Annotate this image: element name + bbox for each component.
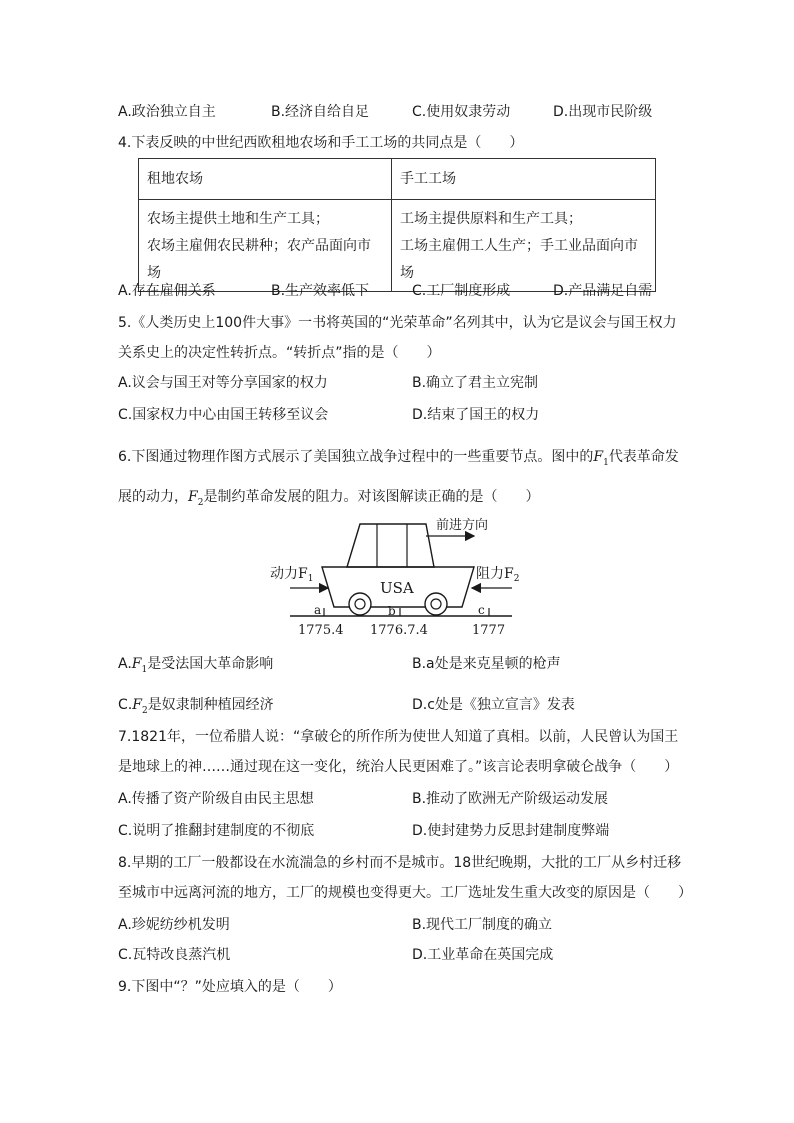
- q8-stem-line-1: 8.早期的工厂一般都设在水流湍急的乡村而不是城市。18世纪晚期，大批的工厂从乡村迁移: [118, 855, 682, 871]
- workshop-line-2: 工场主雇佣工人生产；手工业品面向市场: [400, 238, 638, 281]
- date-b: 1776.7.4: [370, 623, 428, 638]
- q7-stem-line-1: 7.1821年，一位希腊人说：“拿破仑的所作所为使世人知道了真相。以前，人民曾认为国王: [118, 729, 679, 745]
- q7-option-c: C.说明了推翻封建制度的不彻底: [118, 823, 315, 839]
- q6-stem-2a: 展的动力，: [118, 489, 188, 505]
- q4-option-a: A.存在雇佣关系: [118, 283, 216, 299]
- q6-option-a: $A.F_1$是受法国大革命影响: [118, 656, 274, 675]
- q5-option-b: B.确立了君主立宪制: [412, 375, 539, 391]
- wheel-rear: [425, 593, 447, 615]
- q6-option-c: $C.F_2$是奴隶制种植园经济: [118, 697, 274, 716]
- symbol-f1: $F_1$: [593, 449, 609, 468]
- q4-stem: 4.下表反映的中世纪西欧租地农场和手工工场的共同点是（ ）: [118, 135, 524, 151]
- point-c-label: c: [478, 603, 485, 617]
- usa-car-diagram: [262, 512, 522, 642]
- q6-stem-line-2: [118, 487, 539, 513]
- q3-option-d: D.出现市民阶级: [553, 104, 653, 120]
- q4-table: [138, 158, 656, 292]
- q3-option-c: C.使用奴隶劳动: [412, 104, 511, 120]
- table-header-farm: 租地农场: [139, 159, 392, 200]
- table-header-workshop: 手工工场: [392, 159, 656, 200]
- q8-stem-line-2: 至城市中远离河流的地方，工厂的规模也变得更大。工厂选址发生重大改变的原因是（ ）: [118, 885, 692, 901]
- symbol-f2: $F_2$: [132, 697, 148, 716]
- workshop-line-1: 工场主提供原料和生产工具；: [400, 211, 582, 227]
- forward-direction-label: 前进方向: [436, 518, 489, 533]
- date-c: 1777: [472, 623, 506, 638]
- farm-line-1: 农场主提供土地和生产工具；: [147, 211, 329, 227]
- q7-option-a: A.传播了资产阶级自由民主思想: [118, 791, 314, 807]
- farm-line-2: 农场主雇佣农民耕种；农产品面向市场: [147, 238, 371, 281]
- q5-option-a: A.议会与国王对等分享国家的权力: [118, 375, 328, 391]
- date-a: 1775.4: [298, 623, 344, 638]
- q8-option-b: B.现代工厂制度的确立: [412, 917, 553, 933]
- q8-option-d: D.工业革命在英国完成: [412, 947, 554, 963]
- q7-option-b: B.推动了欧洲无产阶级运动发展: [412, 791, 609, 807]
- q5-option-d: D.结束了国王的权力: [412, 407, 540, 423]
- q4-option-b: B.生产效率低下: [271, 283, 370, 299]
- table-cell-farm: [139, 200, 392, 292]
- q5-stem-line-2: 关系史上的决定性转折点。“转折点”指的是（ ）: [118, 345, 441, 361]
- q5-option-c: C.国家权力中心由国王转移至议会: [118, 407, 329, 423]
- car-cabin: [347, 524, 434, 567]
- symbol-f2: $F_2$: [188, 489, 204, 508]
- resistance-label: 阻力$F_2$: [476, 566, 520, 584]
- q6-option-b: B.a处是来克星顿的枪声: [412, 656, 561, 672]
- point-b-label: b: [388, 604, 396, 618]
- q6-stem-1b: 代表革命发: [608, 449, 679, 465]
- q6-stem-line-1: [118, 447, 679, 473]
- q5-stem-line-1: 5.《人类历史上100件大事》一书将英国的“光荣革命”名列其中，认为它是议会与国王权力: [118, 315, 677, 331]
- point-a-label: a: [314, 603, 322, 617]
- q6-stem-1a: 6.下图通过物理作图方式展示了美国独立战争过程中的一些重要节点。图中的: [118, 449, 594, 465]
- q3-option-b: B.经济自给自足: [271, 104, 370, 120]
- q8-option-c: C.瓦特改良蒸汽机: [118, 947, 231, 963]
- q6-option-d: D.c处是《独立宣言》发表: [412, 697, 575, 713]
- q6-stem-2b: 是制约革命发展的阻力。对该图解读正确的是（ ）: [203, 489, 540, 505]
- driving-force-label: 动力$F_1$: [270, 566, 314, 584]
- wheel-front: [349, 593, 371, 615]
- q4-option-d: D.产品满足自需: [553, 283, 653, 299]
- symbol-f1: $F_1$: [131, 656, 148, 675]
- q3-option-a: A.政治独立自主: [118, 104, 216, 120]
- q9-stem: 9.下图中“？”处应填入的是（ ）: [118, 979, 342, 995]
- q7-option-d: D.使封建势力反思封建制度弊端: [412, 823, 610, 839]
- q4-option-c: C.工厂制度形成: [412, 283, 511, 299]
- q7-stem-line-2: 是地球上的神……通过现在这一变化，统治人民更困难了。”该言论表明拿破仑战争（ ）: [118, 759, 679, 775]
- car-label-usa: USA: [380, 579, 414, 597]
- q8-option-a: A.珍妮纺纱机发明: [118, 917, 230, 933]
- table-cell-workshop: [392, 200, 656, 292]
